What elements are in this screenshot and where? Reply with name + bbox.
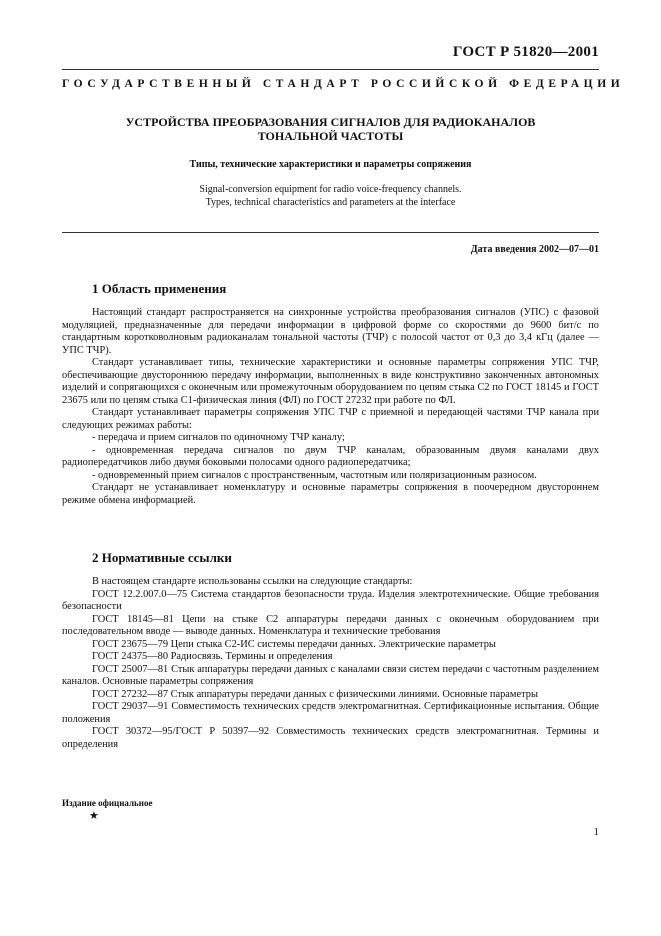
document-subtitle: Типы, технические характеристики и параметры сопряжения: [189, 159, 472, 170]
section-2-heading: 2 Нормативные ссылки: [92, 550, 232, 565]
reference-item: ГОСТ 18145—81 Цепи на стыке С2 аппаратуры передачи данных с оконечным оборудованием при последовательном вводе — выводе данных. Номенклатура и технические требования: [62, 613, 599, 637]
reference-item: ГОСТ 30372—95/ГОСТ Р 50397—92 Совместимость технических средств электромагнитная. Термины и определения: [62, 726, 599, 750]
paragraph: В настоящем стандарте использованы ссылки на следующие стандарты:: [92, 576, 413, 587]
english-title: [62, 184, 599, 209]
title-line-1: УСТРОЙСТВА ПРЕОБРАЗОВАНИЯ СИГНАЛОВ ДЛЯ РАДИОКАНАЛОВ: [125, 115, 536, 129]
section-2-body: [62, 576, 599, 751]
english-title-line-1: Signal-conversion equipment for radio voice-frequency channels.: [199, 184, 462, 195]
official-edition-label: Издание официальное: [62, 798, 153, 808]
title-divider: [62, 232, 599, 233]
top-divider: [62, 69, 599, 70]
title-line-2: ТОНАЛЬНОЙ ЧАСТОТЫ: [257, 129, 404, 143]
reference-item: ГОСТ 24375—80 Радиосвязь. Термины и определения: [92, 651, 333, 662]
paragraph: Стандарт не устанавливает номенклатуру и основные параметры сопряжения в поочередном двустороннем режиме обмена информацией.: [62, 482, 599, 506]
section-1-body: [62, 307, 599, 507]
introduction-date: Дата введения 2002—07—01: [470, 244, 599, 255]
paragraph: Стандарт устанавливает типы, технические характеристики и основные параметры сопряжения УПС ТЧР, обеспечивающие двустороннюю передачу информации, выполненных в виде конструктивно законченных автономных изделий и сопрягающихся с оконечным или промежуточным оборудованием по цепям стыка С2 по ГОСТ 18145 и ГОСТ 23675 или по цепям стыка С1-физическая линия (ФЛ) по ГОСТ 27232 при работе по ФЛ.: [62, 357, 599, 406]
list-item: - одновременная передача сигналов по двум ТЧР каналам, образованным двумя каналами двух радиопередатчиков либо двумя боковыми полосами одного радиопередатчика;: [62, 444, 599, 468]
star-icon: ★: [89, 810, 99, 822]
paragraph: Стандарт устанавливает параметры сопряжения УПС ТЧР с приемной и передающей частями ТЧР канала при следующих режимах работы:: [62, 407, 599, 431]
document-title: [62, 115, 599, 143]
reference-item: ГОСТ 27232—87 Стык аппаратуры передачи данных с физическими линиями. Основные параметры: [92, 688, 538, 700]
reference-item: ГОСТ 23675—79 Цепи стыка С2-ИС системы передачи данных. Электрические параметры: [92, 638, 496, 650]
page-number: 1: [593, 826, 599, 838]
reference-item: ГОСТ 29037—91 Совместимость технических средств электромагнитная. Сертификационные испытания. Общие положения: [62, 701, 599, 725]
list-item: - передача и прием сигналов по одиночному ТЧР каналу;: [92, 432, 345, 443]
reference-item: ГОСТ 12.2.007.0—75 Система стандартов безопасности труда. Изделия электротехнические. Общие требования безопасности: [62, 588, 599, 612]
doc-number: ГОСТ Р 51820—2001: [452, 44, 599, 60]
reference-item: ГОСТ 25007—81 Стык аппаратуры передачи данных с каналами связи систем передачи с частотным разделением каналов. Основные параметры сопряжения: [62, 663, 599, 687]
state-standard-banner: ГОСУДАРСТВЕННЫЙ СТАНДАРТ РОССИЙСКОЙ ФЕДЕРАЦИИ: [62, 78, 625, 90]
section-1-heading: 1 Область применения: [92, 281, 227, 296]
english-title-line-2: Types, technical characteristics and parameters at the interface: [205, 196, 456, 208]
paragraph: Настоящий стандарт распространяется на синхронные устройства преобразования сигналов (УПС) с фазовой модуляцией, предназначенные для передачи информации в цифровой форме со скоростями до 9600 бит/с по стандартным коротковолновым радиоканалам тональной частоты (ТЧР) с полосой частот от 0,3 до 3,4 кГц (далее — УПС ТЧР).: [62, 307, 599, 356]
list-item: - одновременный прием сигналов с пространственным, частотным или поляризационным разносом.: [92, 469, 537, 481]
